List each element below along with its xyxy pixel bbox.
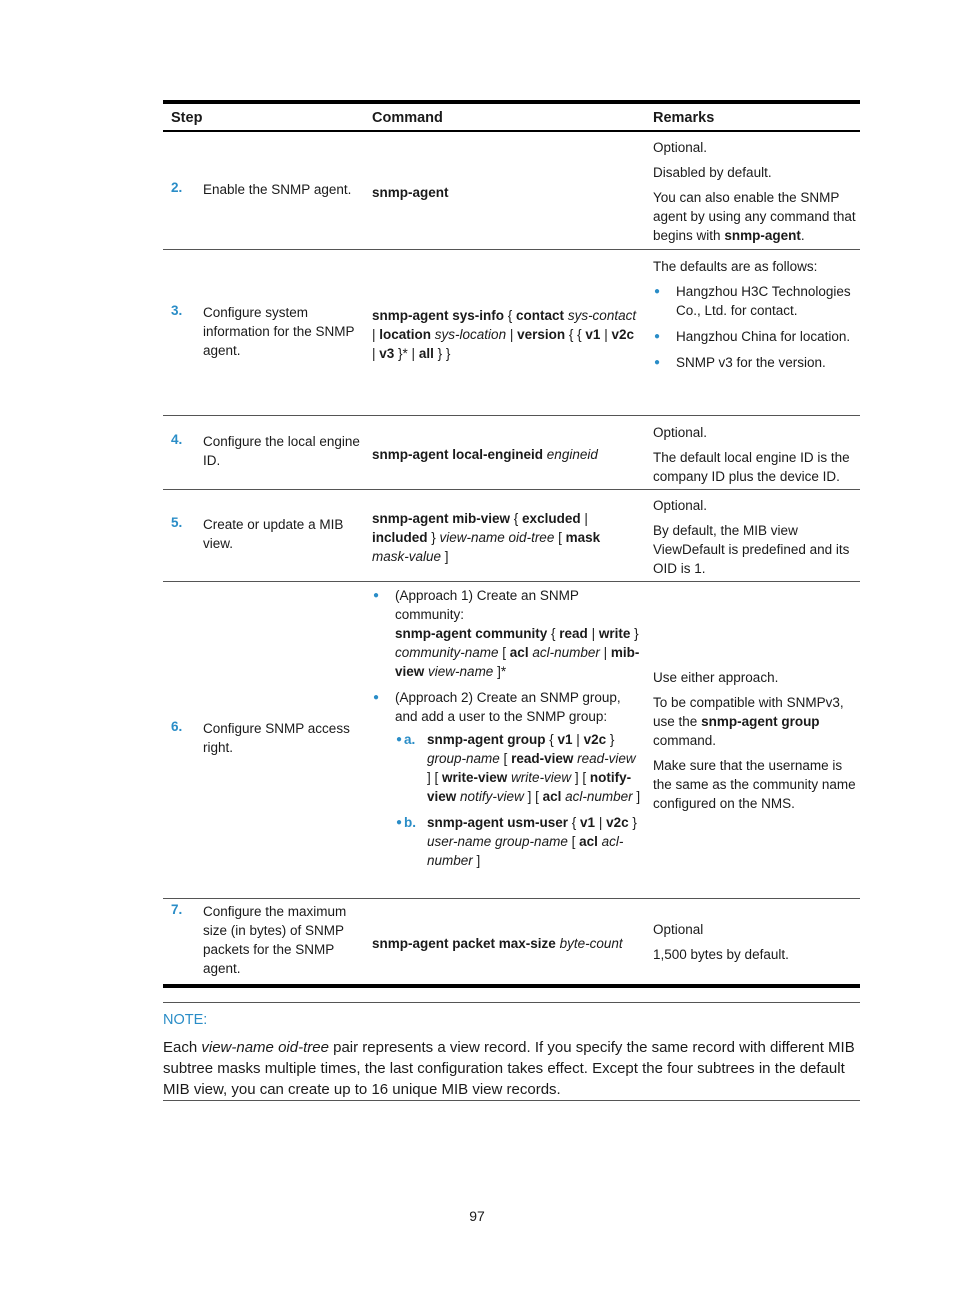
note-bottom-rule <box>163 1100 860 1101</box>
note-top-rule <box>163 1002 860 1003</box>
note-title: NOTE: <box>163 1012 208 1028</box>
remarks-text: Use either approach. To be compatible with SNMPv3, use the snmp-agent group command. Make sure that the username is the same as the community name configured on the NMS. <box>653 670 856 811</box>
remarks-text: The defaults are as follows: ● Hangzhou H3C Technologies Co., Ltd. for contact. ● Hangzhou China for location. ● SNMP v3 for the version. <box>653 257 858 379</box>
step-description: Create or update a MIB view. <box>203 517 344 551</box>
step-number: 3. <box>171 303 183 318</box>
table-bottom-rule <box>163 984 860 988</box>
step-number: 7. <box>171 902 183 917</box>
command-text: snmp-agent local-engineid engineid <box>372 447 598 462</box>
command-text <box>372 586 642 877</box>
note-text: Each view-name oid-tree pair represents a view record. If you specify the same record with different MIB subtree masks multiple times, the last configuration takes effect. Except the four subtrees in the default MIB view, you can create up to 16 unique MIB view records. <box>163 1039 855 1098</box>
step-description: Configure the local engine ID. <box>203 434 360 468</box>
table-row <box>163 250 860 416</box>
table-row <box>163 899 860 984</box>
remarks-text: Optional 1,500 bytes by default. <box>653 922 789 962</box>
list-item: ● Hangzhou H3C Technologies Co., Ltd. for contact. <box>653 282 858 320</box>
remarks-text: Optional. Disabled by default. You can also enable the SNMP agent by using any command that begins with snmp-agent. <box>653 140 856 243</box>
page-number: 97 <box>469 1208 485 1224</box>
step-number: 6. <box>171 719 183 734</box>
header-remarks: Remarks <box>653 110 715 126</box>
remarks-text: Optional. The default local engine ID is the company ID plus the device ID. <box>653 425 850 484</box>
table-row <box>163 490 860 582</box>
list-item: ● (Approach 2) Create an SNMP group, and add a user to the SNMP group: ● a. snmp-agent group { v1 | v2c } group-name [ read-view read-view ] [ write-view write-view ] [ notify-view notify-view ] [ acl acl-number ] ● b. snmp-agent usm-user { v1 | v2c } user-name group-name [ acl acl-number ] <box>372 688 642 870</box>
list-item: ● a. snmp-agent group { v1 | v2c } group-name [ read-view read-view ] [ write-view write-view ] [ notify-view notify-view ] [ acl acl-number ] <box>395 730 642 806</box>
list-item: ● b. snmp-agent usm-user { v1 | v2c } user-name group-name [ acl acl-number ] <box>395 813 642 870</box>
remarks-text: Optional. By default, the MIB view ViewDefault is predefined and its OID is 1. <box>653 498 850 576</box>
step-number: 2. <box>171 180 183 195</box>
step-description: Configure the maximum size (in bytes) of SNMP packets for the SNMP agent. <box>203 904 347 976</box>
step-description: Configure SNMP access right. <box>203 721 350 755</box>
table-header <box>163 104 860 132</box>
command-text: snmp-agent packet max-size byte-count <box>372 936 623 951</box>
table-row <box>163 582 860 899</box>
step-description: Enable the SNMP agent. <box>203 182 352 197</box>
table-row <box>163 132 860 250</box>
command-text: snmp-agent <box>372 185 449 200</box>
table-row <box>163 416 860 490</box>
step-description: Configure system information for the SNMP agent. <box>203 305 355 358</box>
step-number: 5. <box>171 515 183 530</box>
header-command: Command <box>372 110 443 126</box>
list-item: ● Hangzhou China for location. <box>653 327 858 346</box>
command-text: snmp-agent sys-info { contact sys-contact | location sys-location | version { { v1 | v2c | v3 }* | all } } <box>372 308 637 361</box>
list-item: ● SNMP v3 for the version. <box>653 353 858 372</box>
header-step: Step <box>171 110 203 126</box>
list-item: ● (Approach 1) Create an SNMP community: snmp-agent community { read | write } community-name [ acl acl-number | mib-view view-name ]* <box>372 586 642 681</box>
command-text: snmp-agent mib-view { excluded | included } view-name oid-tree [ mask mask-value ] <box>372 511 601 564</box>
step-number: 4. <box>171 432 183 447</box>
